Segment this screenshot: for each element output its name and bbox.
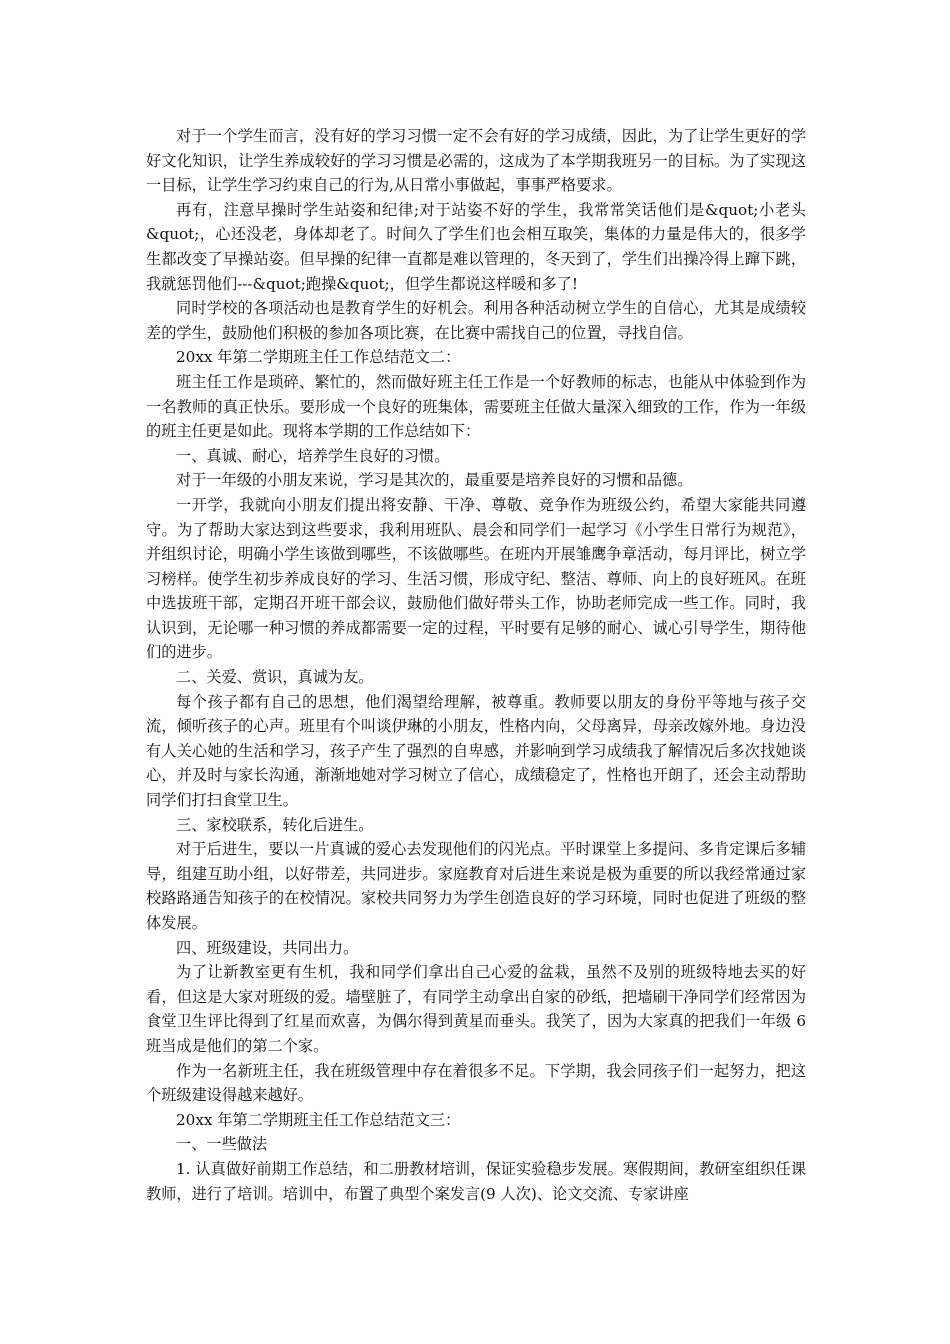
paragraph: 对于后进生，要以一片真诚的爱心去发现他们的闪光点。平时课堂上多提问、多肯定课后多辅导，组建互助小组，以好带差，共同进步。家庭教育对后进生来说是极为重要的所以我经常通过家校路路通告知孩子的在校情况。家校共同努力为学生创造良好的学习环境，同时也促进了班级的整体发展。 xyxy=(146,840,806,932)
document-body xyxy=(146,124,806,1206)
paragraph: 同时学校的各项活动也是教育学生的好机会。利用各种活动树立学生的自信心，尤其是成绩较差的学生，鼓励他们积极的参加各项比赛，在比赛中需找自己的位置，寻找自信。 xyxy=(146,299,806,342)
paragraph: 为了让新教室更有生机，我和同学们拿出自己心爱的盆栽，虽然不及别的班级特地去买的好看，但这是大家对班级的爱。墙壁脏了，有同学主动拿出自家的砂纸，把墙刷干净同学们经常因为食堂卫生评比得到了红星而欢喜，为偶尔得到黄星而垂头。我笑了，因为大家真的把我们一年级 6 班当成是他们的第二个家。 xyxy=(146,963,806,1055)
subsection-heading: 三、家校联系，转化后进生。 xyxy=(176,815,374,834)
paragraph: 每个孩子都有自己的思想，他们渴望给理解，被尊重。教师要以朋友的身份平等地与孩子交流，倾听孩子的心声。班里有个叫谈伊琳的小朋友，性格内向，父母离异，母亲改嫁外地。身边没有人关心她的生活和学习，孩子产生了强烈的自卑感，并影响到学习成绩我了解情况后多次找她谈心，并及时与家长沟通，渐渐地她对学习树立了信心，成绩稳定了，性格也开朗了，还会主动帮助同学们打扫食堂卫生。 xyxy=(146,692,806,810)
subsection-heading: 四、班级建设，共同出力。 xyxy=(176,938,359,957)
subsection-heading: 一、一些做法 xyxy=(176,1135,268,1154)
paragraph: 1. 认真做好前期工作总结，和二册教材培训，保证实验稳步发展。寒假期间，教研室组织任课教师，进行了培训。培训中，布置了典型个案发言(9 人次)、论文交流、专家讲座 xyxy=(146,1159,806,1203)
paragraph: 对于一个学生而言，没有好的学习习惯一定不会有好的学习成绩，因此，为了让学生更好的学好文化知识，让学生养成较好的学习习惯是必需的，这成为了本学期我班另一的目标。为了实现这一目标，让学生学习约束自己的行为,从日常小事做起，事事严格要求。 xyxy=(146,127,806,195)
paragraph: 一开学，我就向小朋友们提出将安静、干净、尊敬、竞争作为班级公约，希望大家能共同遵守。为了帮助大家达到这些要求，我利用班队、晨会和同学们一起学习《小学生日常行为规范》，并组织讨论，明确小学生该做到哪些，不该做哪些。在班内开展雏鹰争章活动，每月评比，树立学习榜样。使学生初步养成良好的学习、生活习惯，形成守纪、整洁、尊师、向上的良好班风。在班中选拔班干部，定期召开班干部会议，鼓励他们做好带头工作，协助老师完成一些工作。同时，我认识到，无论哪一种习惯的养成都需要一定的过程，平时要有足够的耐心、诚心引导学生，期待他们的进步。 xyxy=(146,495,806,662)
subsection-heading: 二、关爱、赏识，真诚为友。 xyxy=(176,668,374,687)
section-heading: 20xx 年第二学期班主任工作总结范文二： xyxy=(176,348,461,367)
section-heading: 20xx 年第二学期班主任工作总结范文三： xyxy=(176,1110,461,1129)
paragraph: 再有，注意早操时学生站姿和纪律;对于站姿不好的学生，我常常笑话他们是&quot;小老头&quot;，心还没老，身体却老了。时间久了学生们也会相互取笑，集体的力量是伟大的，很多学生都改变了早操站姿。但早操的纪律一直都是难以管理的，冬天到了，学生们出操冷得上蹿下跳，我就惩罚他们---&quot;跑操&quot;，但学生都说这样暖和多了! xyxy=(146,200,806,293)
paragraph: 对于一年级的小朋友来说，学习是其次的，最重要是培养良好的习惯和品德。 xyxy=(176,471,693,490)
subsection-heading: 一、真诚、耐心，培养学生良好的习惯。 xyxy=(176,446,450,465)
paragraph: 作为一名新班主任，我在班级管理中存在着很多不足。下学期，我会同孩子们一起努力，把这个班级建设得越来越好。 xyxy=(146,1061,806,1105)
paragraph: 班主任工作是琐碎、繁忙的，然而做好班主任工作是一个好教师的标志，也能从中体验到作为一名教师的真正快乐。要形成一个良好的班集体，需要班主任做大量深入细致的工作，作为一年级的班主任更是如此。现将本学期的工作总结如下： xyxy=(146,372,806,441)
